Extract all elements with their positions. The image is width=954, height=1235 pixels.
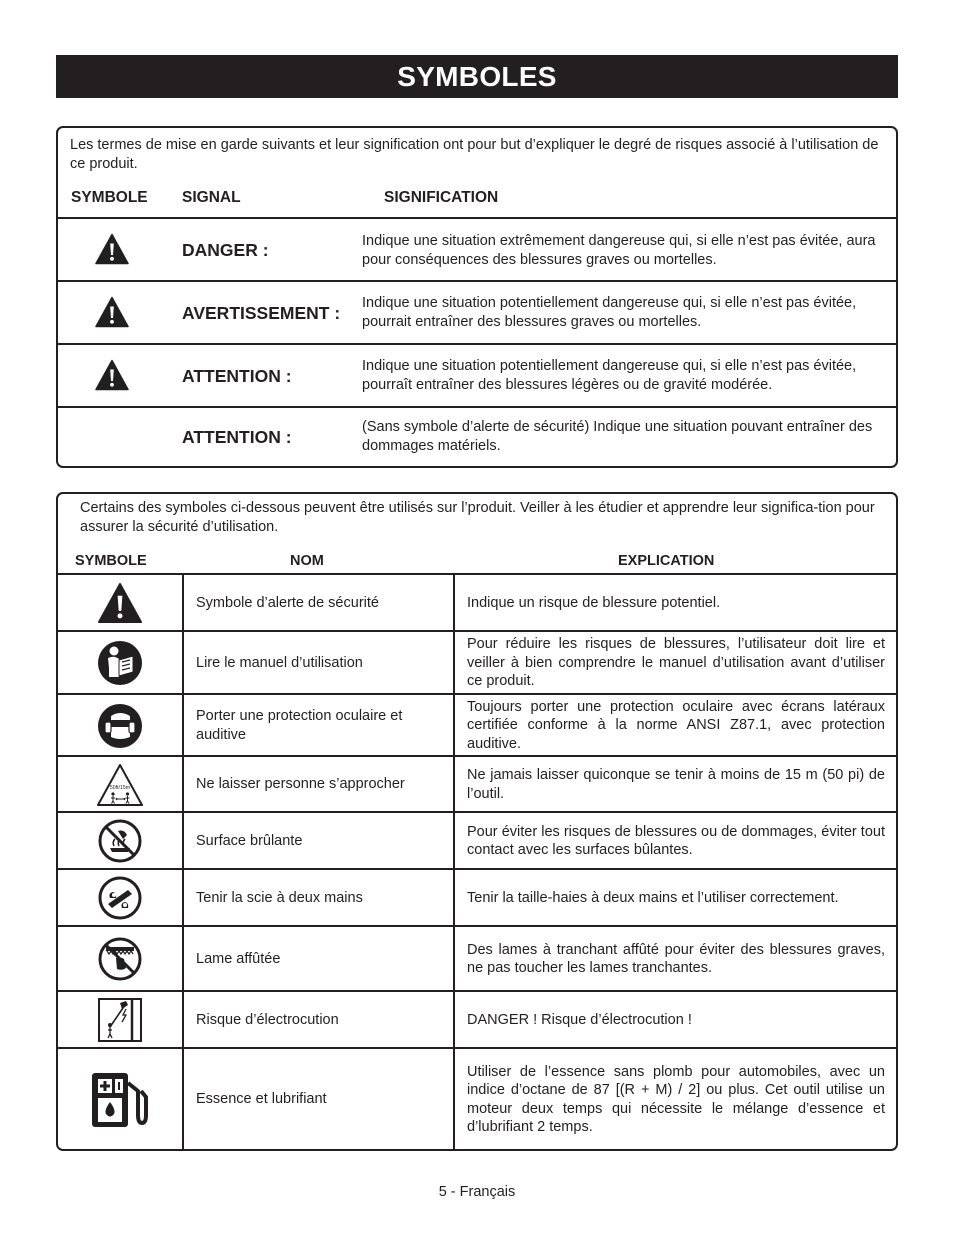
symbol-explanation: Pour réduire les risques de blessures, l’utilisateur doit lire et veiller à bien comprendre le manuel d’utilisation avant d’utiliser ce produit. — [467, 636, 885, 690]
symbol-explanation: Utiliser de l’essence sans plomb pour automobiles, avec un indice d’octane de 87 [(R + M) / 2] ou plus. Cet outil utilise un moteur deux temps qui nécessite le mélange d’essence et d’lubrifiant 2 temps. — [467, 1063, 885, 1135]
symbols-header-name: NOM — [290, 553, 324, 569]
symbol-row — [58, 993, 896, 1047]
signal-row-warning — [58, 283, 896, 343]
signal-header-symbol: SYMBOLE — [71, 189, 148, 206]
symbol-explanation: Ne jamais laisser quiconque se tenir à moins de 15 m (50 pi) de l’outil. — [467, 767, 885, 802]
symbol-explanation: Tenir la taille-haies à deux mains et l’utiliser correctement. — [467, 889, 839, 906]
symbol-name: Porter une protection oculaire et auditive — [196, 708, 403, 743]
eye-ear-protection-icon — [97, 703, 143, 749]
symbol-row — [58, 576, 896, 630]
sharp-blade-icon — [98, 937, 142, 981]
symbols-header-explanation: EXPLICATION — [618, 553, 715, 569]
symbol-row — [58, 928, 896, 990]
symbols-panel — [56, 492, 898, 1151]
signal-label: ATTENTION : — [182, 366, 292, 386]
symbol-row — [58, 814, 896, 868]
keep-bystanders-away-icon — [96, 763, 144, 807]
signal-text: (Sans symbole d’alerte de sécurité) Indique une situation pouvant entraîner des dommages matériels. — [362, 419, 873, 454]
symbol-row — [58, 633, 896, 693]
symbol-name: Tenir la scie à deux mains — [196, 889, 363, 906]
symbol-explanation: Pour éviter les risques de blessures ou de dommages, éviter tout contact avec les surfaces bûlantes. — [467, 823, 885, 858]
electrocution-risk-icon — [98, 997, 142, 1043]
warning-triangle-icon — [95, 233, 129, 265]
signal-intro: Les termes de mise en garde suivants et leur signification ont pour but d’expliquer le degré de risques associé à l’utilisation de ce produit. — [70, 137, 879, 172]
signal-row-notice — [58, 409, 896, 465]
symbols-intro: Certains des symboles ci-dessous peuvent être utilisés sur l’produit. Veiller à les étudier et apprendre leur significa-tion pour assurer la sécurité d’utilisation. — [80, 500, 875, 535]
symbol-row — [58, 1050, 896, 1149]
safety-alert-icon — [97, 582, 143, 624]
symbol-name: Risque d’électrocution — [196, 1011, 339, 1028]
warning-triangle-icon — [95, 359, 129, 391]
symbol-name: Lame affûtée — [196, 950, 281, 967]
signal-text: Indique une situation potentiellement dangereuse qui, si elle n’est pas évitée, pourraît entraîner des blessures légères ou de gravité modérée. — [362, 358, 857, 393]
svg-text:50ft/15m: 50ft/15m — [109, 784, 131, 791]
signal-words-panel — [56, 126, 898, 468]
signal-header-signal: SIGNAL — [182, 189, 241, 206]
signal-row-danger — [58, 220, 896, 280]
hot-surface-icon — [98, 819, 142, 863]
symbol-name: Ne laisser personne s’approcher — [196, 776, 405, 793]
read-manual-icon — [97, 640, 143, 686]
signal-header-meaning: SIGNIFICATION — [384, 189, 499, 206]
symbol-row — [58, 758, 896, 811]
signal-text: Indique une situation potentiellement dangereuse qui, si elle n’est pas évitée, pourrait entraîner des blessures graves ou mortelles. — [362, 295, 857, 330]
fuel-lubricant-icon — [88, 1069, 152, 1131]
warning-triangle-icon — [95, 296, 129, 328]
symbol-explanation: Indique un risque de blessure potentiel. — [467, 594, 721, 611]
signal-label: ATTENTION : — [182, 427, 292, 447]
symbol-name: Lire le manuel d’utilisation — [196, 654, 363, 671]
symbol-name: Essence et lubrifiant — [196, 1091, 327, 1108]
symbol-explanation: Toujours porter une protection oculaire avec écrans latéraux certifiée conforme à la norme ANSI Z87.1, avec protection auditive. — [467, 698, 885, 752]
signal-row-caution — [58, 346, 896, 406]
symbol-explanation: DANGER ! Risque d’électrocution ! — [467, 1011, 692, 1028]
signal-label: DANGER : — [182, 240, 269, 260]
symbol-explanation: Des lames à tranchant affûté pour éviter des blessures graves, ne pas toucher les lames tranchantes. — [467, 941, 885, 976]
signal-text: Indique une situation extrêmement dangereuse qui, si elle n’est pas évitée, aura pour conséquences des blessures graves ou mortelles. — [362, 233, 876, 268]
symbol-name: Surface brûlante — [196, 832, 303, 849]
page-title: SYMBOLES — [56, 55, 898, 98]
symbol-row — [58, 871, 896, 925]
page-footer: 5 - Français — [438, 1184, 516, 1200]
symbols-header-symbol: SYMBOLE — [75, 553, 147, 569]
signal-label: AVERTISSEMENT : — [182, 303, 341, 323]
two-hands-icon — [98, 876, 142, 920]
symbol-row — [58, 696, 896, 755]
symbol-name: Symbole d’alerte de sécurité — [196, 594, 379, 611]
